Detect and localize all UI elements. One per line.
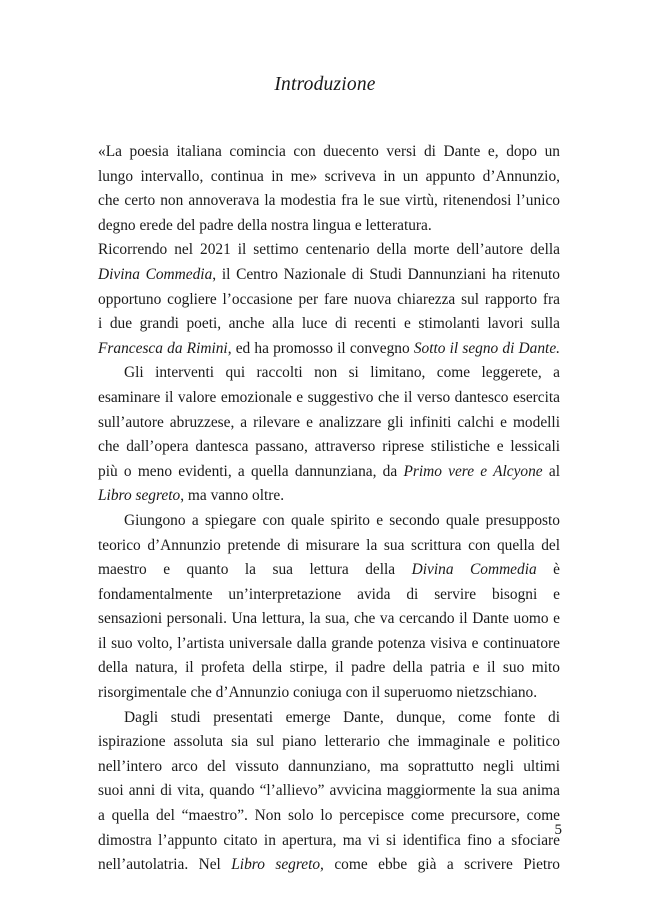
text-line: dimostra l’appunto citato in apertura, ma vi si identifica fino a sfociare (98, 831, 560, 849)
text-line (98, 558, 560, 583)
italic-title: Divina Commedia (98, 265, 213, 283)
italic-title: Libro segreto (98, 487, 181, 505)
text-line: sensazioni personali. Una lettura, la sua, che va cercando il Dante uomo e (98, 610, 560, 628)
text-run: è (536, 561, 560, 579)
italic-title: Libro segreto, (231, 856, 324, 874)
text-line: risorgimentale che d’Annunzio coniuga con il superuomo nietzschiano. (98, 684, 538, 702)
text-run: al (542, 462, 560, 480)
italic-title: Primo vere e Alcyone (403, 462, 543, 480)
text-line (98, 460, 560, 485)
text-line: teorico d’Annunzio pretende di misurare la sua scrittura con quella del (98, 536, 560, 554)
text-line: lungo intervallo, continua in me» scriveva in un appunto d’Annunzio, (98, 167, 560, 185)
text-run: , il Centro Nazionale di Studi Dannunziani ha ritenuto (212, 265, 560, 283)
text-line: Giungono a spiegare con quale spirito e secondo quale presupposto (124, 511, 560, 529)
text-run: maestro e quanto la sua lettura della (98, 561, 412, 579)
text-line (98, 853, 560, 878)
text-line: Gli interventi qui raccolti non si limitano, come leggerete, a (124, 364, 560, 382)
body-text (98, 140, 560, 878)
text-line: che dall’opera dantesca passano, attraverso riprese stilistiche e lessicali (98, 438, 560, 456)
text-line: che certo non annoverava la modestia fra le sue virtù, ritenendosi l’unico (98, 192, 560, 210)
text-line: esaminare il valore emozionale e suggestivo che il verso dantesco esercita (98, 388, 560, 406)
text-line: sull’autore abruzzese, a rilevare e analizzare gli infiniti calchi e modelli (98, 413, 560, 431)
italic-title: Divina Commedia (411, 561, 537, 579)
italic-title: Sotto il segno di Dante. (413, 339, 560, 357)
text-run: più o meno evidenti, a quella dannunziana, da (98, 462, 404, 480)
page-title: Introduzione (274, 74, 376, 95)
text-line: suoi anni di vita, quando “l’allievo” avvicina maggiormente la sua anima (98, 782, 560, 800)
text-line: fondamentalmente un’interpretazione avida di servire bisogni e (98, 585, 560, 603)
text-line: Ricorrendo nel 2021 il settimo centenario della morte dell’autore della (98, 241, 560, 259)
text-run: , ed ha promosso il convegno (227, 339, 414, 357)
text-line: Dagli studi presentati emerge Dante, dunque, come fonte di (124, 708, 560, 726)
text-run: come ebbe già a scrivere Pietro (323, 856, 560, 874)
text-line: i due grandi poeti, anche alla luce di recenti e stimolanti lavori sulla (98, 315, 560, 333)
text-line: «La poesia italiana comincia con duecento versi di Dante e, dopo un (98, 143, 560, 160)
text-line (98, 484, 560, 509)
text-line (98, 337, 560, 362)
page-number: 5 (554, 822, 562, 838)
text-run: , ma vanno oltre. (180, 487, 285, 505)
text-line: degno erede del padre della nostra lingua e letteratura. (98, 216, 432, 234)
text-line: opportuno cogliere l’occasione per fare nuova chiarezza sul rapporto fra (98, 290, 560, 308)
text-run: nell’autolatria. Nel (98, 856, 232, 874)
italic-title: Francesca da Rimini (98, 339, 228, 357)
text-line: a quella del “maestro”. Non solo lo percepisce come precursore, come (98, 807, 560, 825)
text-line: il suo volto, l’artista universale dalla grande potenza visiva e continuatore (98, 634, 560, 652)
text-line (98, 263, 560, 288)
text-line: ispirazione assoluta sia sul piano letterario che immaginale e politico (98, 733, 560, 751)
text-line: della natura, il profeta della stirpe, il padre della patria e il suo mito (98, 659, 560, 677)
text-line: nell’intero arco del vissuto dannunziano, ma soprattutto negli ultimi (98, 757, 560, 775)
